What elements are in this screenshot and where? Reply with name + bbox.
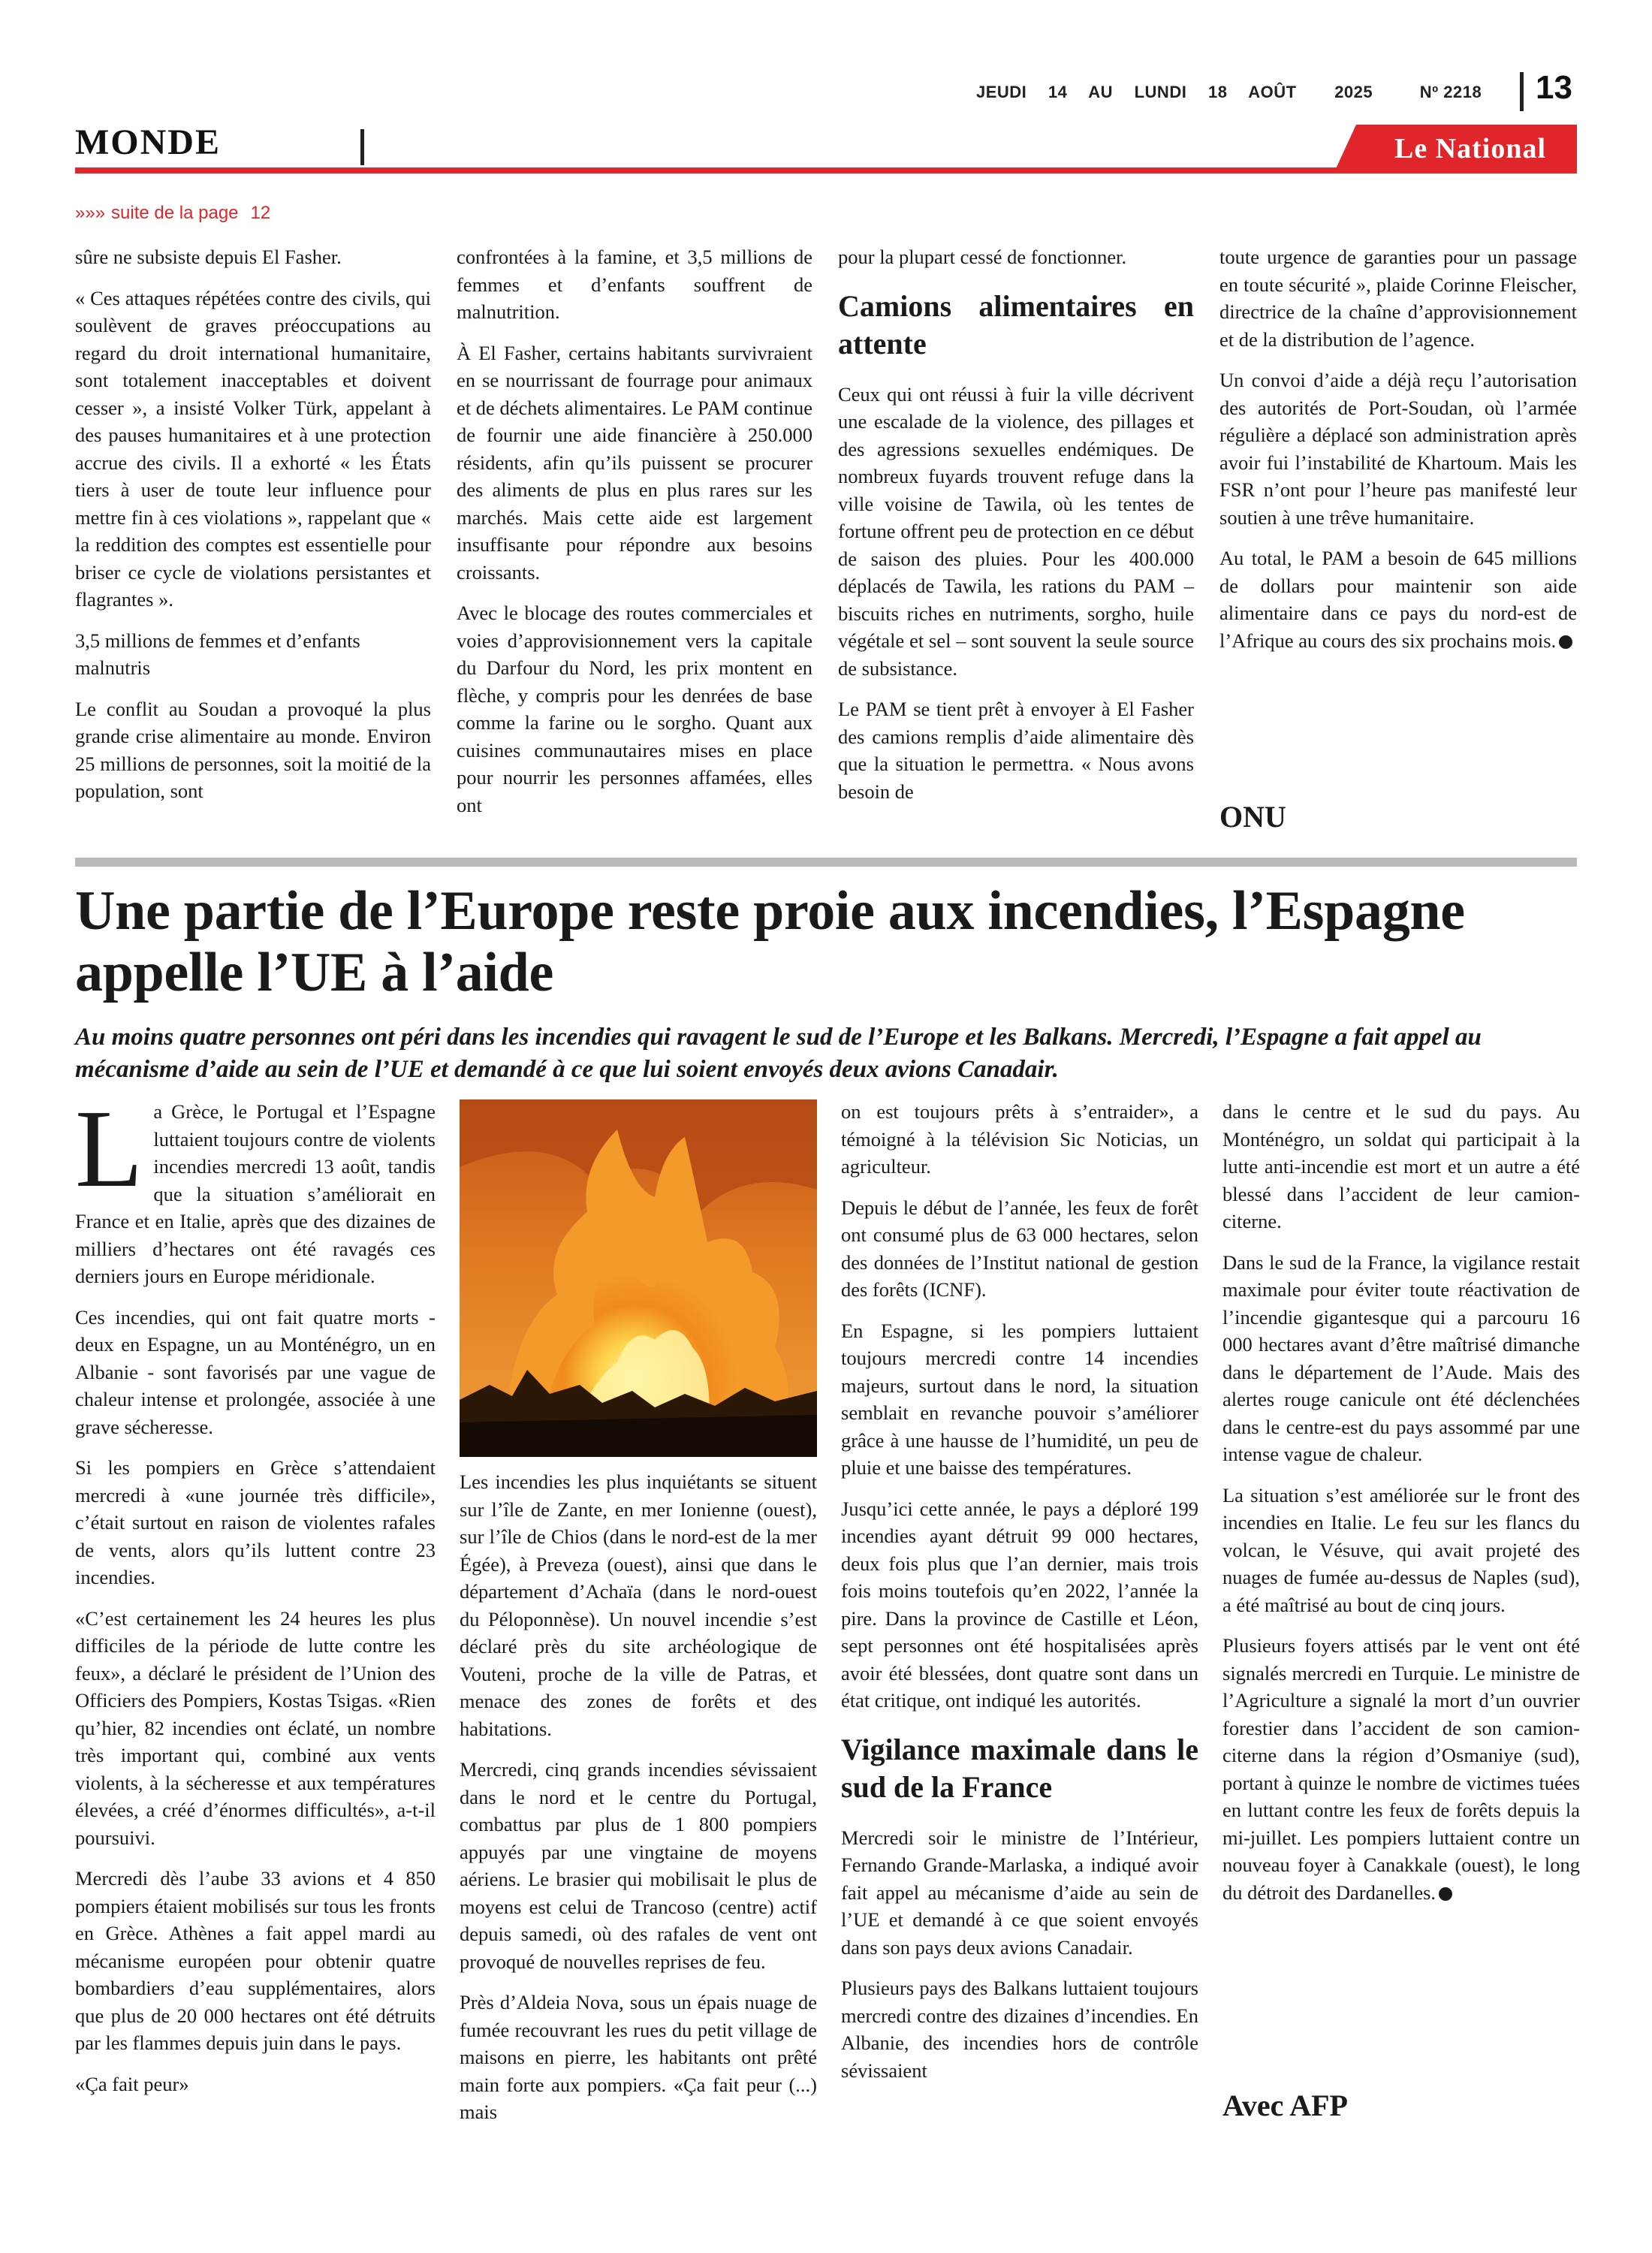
paragraph: confrontées à la famine, et 3,5 millions de femmes et d’enfants souffrent de malnutrition. [457,246,812,323]
continuation-page: 12 [250,203,271,223]
wildfire-photo [460,1099,817,1457]
subheading-food-trucks: Camions alimentaires en attente [838,288,1194,360]
paragraph: À El Fasher, certains habitants survivraient en se nourrissant de fourrage pour animaux et de déchets alimentaires. Le PAM continue de fournir une aide financière à 250.000 résidents, afin qu’ils puissent se procurer des aliments de plus en plus rares sur les marchés. Mais cette aide est largement insuffisante pour répondre aux besoins croissants. [457,341,812,584]
paragraph: Dans le sud de la France, la vigilance restait maximale pour éviter toute réactivation de l’incendie gigantesque qui a parcouru 16 000 hectares avant d’être maîtrisé dimanche dans le département de l’Aude. Mais des alertes rouge canicule ont été déclenchées dans le centre-est du pays assommé par une intense vague de chaleur. [1222,1250,1580,1465]
paragraph: Les incendies les plus inquiétants se situent sur l’île de Zante, en mer Ionienne (ouest), sur l’île de Chios (dans le nord-est de la mer Égée), à Preveza (ouest), ainsi que dans le département d’Achaïa (dans le nord-ouest du Péloponnèse). Un nouvel incendie s’est déclaré près du site archéologique de Vouteni, proche de la ville de Patras, et menace des zones de forêts et des habitations. [460,1470,817,1740]
paragraph: Mercredi, cinq grands incendies sévissaient dans le nord et le centre du Portugal, combattus par plus de 1 800 pompiers appuyés par une vingtaine de moyens aériens. Le brasier qui mobilisait le plus de moyens est celui de Trancoso (centre) actif depuis samedi, où des rafales de vent ont provoqué de nouvelles reprises de feu. [460,1758,817,1973]
paragraph [1222,1632,1580,1906]
paragraph: sûre ne subsiste depuis El Fasher. [75,246,342,268]
issue-number: Nº 2218 [1419,83,1482,101]
date-num-end: 18 [1207,83,1228,101]
page-number: 13 [1536,69,1572,106]
date-au: AU [1088,83,1113,101]
drop-cap: L [75,1087,143,1211]
article-separator [75,858,1577,867]
date-month: AOÛT [1248,83,1297,101]
paragraph: Mercredi soir le ministre de l’Intérieur, Fernando Grande-Marlaska, a indiqué avoir fait appel au mécanisme d’aide au sein de l’UE et demandé à ce que soient envoyés dans son pays deux avions Canadair. [841,1826,1198,1959]
paragraph: Un convoi d’aide a déjà reçu l’autorisation des autorités de Port-Soudan, où l’armée régulière a déplacé son administration après avoir fui l’instabilité de Khartoum. Mais les FSR n’ont pour l’heure pas manifesté leur soutien à une trêve humanitaire. [1219,369,1577,529]
paragraph-text: Plusieurs foyers attisés par le vent ont été signalés mercredi en Turquie. Le ministre de l’Agriculture a signalé la mort d’un ouvrier forestier dans l’accident de son camion-citerne dans la région d’Osmaniye (sud), portant à quinze le nombre de victimes tuées en luttant contre les feux de forêts depuis la mi-juillet. Les pompiers luttaient contre un nouveau foyer à Canakkale (ouest), le long du détroit des Dardanelles. [1222,1634,1580,1904]
date-num-start: 14 [1048,83,1068,101]
paragraph: Plusieurs pays des Balkans luttaient toujours mercredi contre des dizaines d’incendies. En Albanie, des incendies hors de contrôle sévissaient [841,1977,1198,2082]
paragraph: « Ces attaques répétées contre des civils, qui soulèvent de graves préoccupations au regard du droit international humanitaire, sont totalement inacceptables et doivent cesser », a insisté Volker Türk, appelant à des pauses humanitaires et à une protection accrue des civils. Il a exhorté « les États tiers à user de toute leur influence pour mettre fin à ces violations », rappelant que « la reddition des comptes est essentielle pour briser ce cycle de violations persistantes et flagrantes ». [75,286,431,611]
paragraph [1219,544,1577,654]
article1-signature: ONU [1219,800,1286,834]
article2-column-3 [841,1098,1198,2098]
continuation-label: suite de la page [111,203,239,223]
end-of-article-icon [1559,635,1572,649]
continuation-note[interactable] [75,203,270,224]
lead-paragraph [75,1087,436,1290]
paragraph: Mercredi dès l’aube 33 avions et 4 850 pompiers étaient mobilisés sur tous les fronts en Grèce. Athènes a fait appel mardi au mécanisme européen pour obtenir quatre bombardiers d’eau supplémentaires, alors que plus de 20 000 hectares ont été détruits par les flammes depuis juin dans le pays. [75,1867,436,2054]
paragraph: Le PAM se tient prêt à envoyer à El Fasher des camions remplis d’aide alimentaire dès que la situation le permettra. « Nous avons besoin de [838,698,1194,803]
article1-column-4 [1219,243,1577,668]
paragraph: on est toujours prêts à s’entraider», a témoigné à la télévision Sic Noticias, un agriculteur. [841,1100,1198,1178]
paragraph: Si les pompiers en Grèce s’attendaient mercredi à «une journée très difficile», c’était surtout en raison de violentes rafales de vents, alors qu’ils luttent contre 23 incendies. [75,1456,436,1588]
article2-column-1 [75,1087,436,2111]
page-number-divider [1520,72,1524,111]
paragraph: Ceux qui ont réussi à fuir la ville décrivent une escalade de la violence, des pillages et des agressions sexuelles endémiques. De nombreux fuyards trouvent refuge dans la ville voisine de Tawila, où les tentes de fortune offrent peu de protection en ce début de saison des pluies. Pour les 400.000 déplacés de Tawila, les rations du PAM – biscuits riches en nutriments, sorgho, huile végétale et sel – sont souvent la seule source de subsistance. [838,382,1194,680]
dateline [976,83,1532,102]
paragraph: Avec le blocage des routes commerciales et voies d’approvisionnement vers la capitale du Darfour du Nord, les prix montent en flèche, y compris pour les denrées de base comme la farine ou le sorgho. Quant aux cuisines communautaires mises en place pour nourrir les personnes affamées, elles ont [457,602,812,816]
paragraph: «C’est certainement les 24 heures les plus difficiles de la période de lutte contre les feux», a déclaré le président de l’Union des Officiers des Pompiers, Kostas Tsigas. «Rien qu’hier, 82 incendies ont éclaté, un nombre très important qui, combiné aux vents violents, à la sécheresse et aux températures élevées, a créé d’énormes difficultés», a-t-il poursuivi. [75,1606,436,1849]
paragraph: dans le centre et le sud du pays. Au Monténégro, un soldat qui participait à la lutte anti-incendie est mort et un autre a été blessé dans l’accident de leur camion-citerne. [1222,1100,1580,1232]
date-day-end: LUNDI [1134,83,1187,101]
rubric-divider [360,129,364,165]
paragraph: Près d’Aldeia Nova, sous un épais nuage de fumée recouvrant les rues du petit village de maisons en pierre, les habitants ont prêté main forte aux pompiers. «Ça fait peur (...) mais [460,1991,817,2123]
date-year: 2025 [1334,83,1373,101]
article2-signature: Avec AFP [1222,2089,1348,2122]
article1-column-1 [75,243,431,819]
date-day-start: JEUDI [976,83,1027,101]
paragraph: pour la plupart cessé de fonctionner. [838,246,1127,268]
inline-subheading: «Ça fait peur» [75,2072,189,2095]
article1-column-2 [457,243,812,832]
end-of-article-icon [1439,1887,1452,1901]
article1-column-3 [838,243,1194,819]
paragraph: La situation s’est améliorée sur le front des incendies en Italie. Le feu sur les flancs du volcan, le Vésuve, qui avait projeté des nuages de fumée au-dessus de Naples (sud), a été maîtrisé au bout de cinq jours. [1222,1483,1580,1616]
paragraph: Jusqu’ici cette année, le pays a déploré 199 incendies ayant détruit 99 000 hectares, deux fois plus que l’an dernier, mais trois fois moins toutefois qu’en 2022, l’année la pire. Dans la province de Castille et Léon, sept personnes ont été hospitalisées après avoir été blessées, dont quatre sont dans un état critique, ont indiqué les autorités. [841,1497,1198,1712]
paragraph: Ces incendies, qui ont fait quatre morts - deux en Espagne, un au Monténégro, un en Albanie - sont favorisés par une vague de chaleur intense et prolongée, associée à une grave sécheresse. [75,1305,436,1438]
wildfire-illustration [460,1099,817,1457]
article2-column-4 [1222,1098,1580,1920]
section-rubric: MONDE [75,122,221,162]
article2-standfirst: Au moins quatre personnes ont péri dans les incendies qui ravagent le sud de l’Europe et les Balkans. Mercredi, l’Espagne a fait appel au mécanisme d’aide au sein de l’UE et demandé à ce que lui soient envoyés deux avions Canadair. [75,1024,1482,1083]
paragraph-text: Au total, le PAM a besoin de 645 millions de dollars pour maintenir son aide alimentaire dans ce pays du nord-est de l’Afrique au cours des six prochains mois. [1219,547,1577,652]
lead-text: a Grèce, le Portugal et l’Espagne luttaient toujours contre de violents incendies mercredi 13 août, tandis que la situation s’améliorait en France et en Italie, après que des dizaines de milliers d’hectares ont été ravagés ces derniers jours en Europe méridionale. [75,1100,436,1287]
paragraph: toute urgence de garanties pour un passage en toute sécurité », plaide Corinne Fleischer, directrice de la chaîne d’approvisionnement et de la distribution de l’agence. [1219,246,1577,351]
continuation-arrows: »»» [75,203,106,223]
brand-name: Le National [1394,133,1547,164]
paragraph: En Espagne, si les pompiers luttaient toujours mercredi contre 14 incendies majeurs, surtout dans le nord, la situation semblait en revanche pouvoir s’améliorer grâce à une hausse de l’humidité, un peu de pluie et une baisse des températures. [841,1319,1198,1479]
subheading-france: Vigilance maximale dans le sud de la France [841,1732,1198,1804]
article2-headline: Une partie de l’Europe reste proie aux incendies, l’Espagne appelle l’UE à l’aide [75,880,1465,1003]
paragraph: Le conflit au Soudan a provoqué la plus grande crise alimentaire au monde. Environ 25 millions de personnes, soit la moitié de la population, sont [75,697,431,802]
paragraph: 3,5 millions de femmes et d’enfants malnutris [75,629,360,679]
paragraph: Depuis le début de l’année, les feux de forêt ont consumé plus de 63 000 hectares, selon des données de l’Institut national de gestion des forêts (ICNF). [841,1196,1198,1301]
article2-column-2 [460,1468,817,2140]
